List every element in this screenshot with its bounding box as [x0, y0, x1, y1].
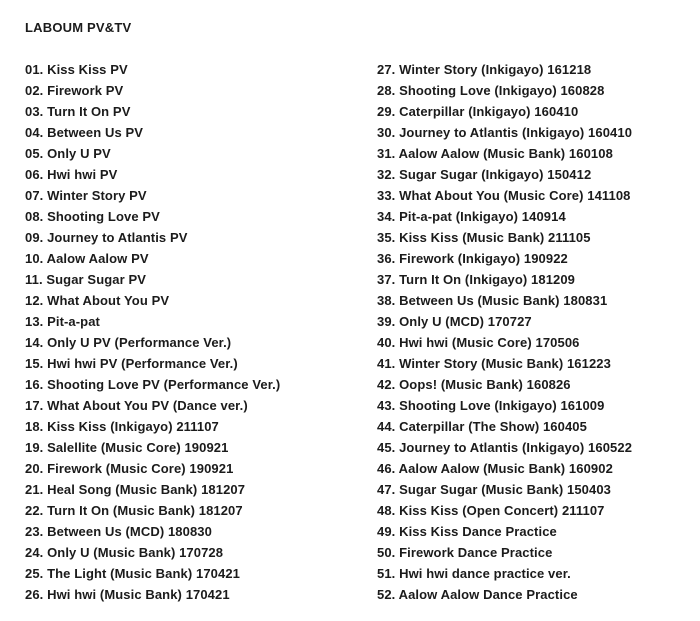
list-item: 08. Shooting Love PV — [25, 209, 160, 224]
list-item: 44. Caterpillar (The Show) 160405 — [377, 419, 587, 434]
list-item: 21. Heal Song (Music Bank) 181207 — [25, 482, 246, 497]
list-item: 51. Hwi hwi dance practice ver. — [377, 566, 571, 581]
list-item: 24. Only U (Music Bank) 170728 — [25, 545, 224, 560]
list-item: 12. What About You PV — [25, 293, 170, 308]
list-item: 47. Sugar Sugar (Music Bank) 150403 — [377, 482, 611, 497]
list-item: 20. Firework (Music Core) 190921 — [25, 461, 234, 476]
list-item: 01. Kiss Kiss PV — [25, 62, 128, 77]
list-item: 22. Turn It On (Music Bank) 181207 — [25, 503, 243, 518]
list-item: 14. Only U PV (Performance Ver.) — [25, 335, 232, 350]
list-item: 13. Pit-a-pat — [25, 314, 100, 329]
list-item: 40. Hwi hwi (Music Core) 170506 — [377, 335, 580, 350]
list-item: 18. Kiss Kiss (Inkigayo) 211107 — [25, 419, 219, 434]
track-list-column-right — [377, 59, 700, 605]
list-item: 15. Hwi hwi PV (Performance Ver.) — [25, 356, 238, 371]
list-item: 45. Journey to Atlantis (Inkigayo) 160522 — [377, 440, 633, 455]
list-item: 29. Caterpillar (Inkigayo) 160410 — [377, 104, 579, 119]
list-item: 41. Winter Story (Music Bank) 161223 — [377, 356, 611, 371]
list-item: 46. Aalow Aalow (Music Bank) 160902 — [377, 461, 613, 476]
list-item: 37. Turn It On (Inkigayo) 181209 — [377, 272, 576, 287]
list-item: 50. Firework Dance Practice — [377, 545, 553, 560]
list-item: 25. The Light (Music Bank) 170421 — [25, 566, 240, 581]
list-item: 10. Aalow Aalow PV — [25, 251, 149, 266]
list-item: 23. Between Us (MCD) 180830 — [25, 524, 212, 539]
list-item: 34. Pit-a-pat (Inkigayo) 140914 — [377, 209, 566, 224]
page-title: LABOUM PV&TV — [25, 20, 132, 35]
list-item: 31. Aalow Aalow (Music Bank) 160108 — [377, 146, 613, 161]
list-item: 52. Aalow Aalow Dance Practice — [377, 587, 578, 602]
list-item: 26. Hwi hwi (Music Bank) 170421 — [25, 587, 230, 602]
list-item: 16. Shooting Love PV (Performance Ver.) — [25, 377, 281, 392]
list-item: 06. Hwi hwi PV — [25, 167, 118, 182]
list-item: 27. Winter Story (Inkigayo) 161218 — [377, 62, 592, 77]
list-item: 36. Firework (Inkigayo) 190922 — [377, 251, 568, 266]
list-item: 49. Kiss Kiss Dance Practice — [377, 524, 557, 539]
list-item: 39. Only U (MCD) 170727 — [377, 314, 532, 329]
list-item: 02. Firework PV — [25, 83, 124, 98]
list-item: 07. Winter Story PV — [25, 188, 147, 203]
list-item: 28. Shooting Love (Inkigayo) 160828 — [377, 83, 605, 98]
list-item: 19. Salellite (Music Core) 190921 — [25, 440, 229, 455]
track-list — [25, 59, 700, 605]
list-item: 43. Shooting Love (Inkigayo) 161009 — [377, 398, 605, 413]
list-item: 30. Journey to Atlantis (Inkigayo) 160410 — [377, 125, 633, 140]
list-item: 09. Journey to Atlantis PV — [25, 230, 188, 245]
list-item: 42. Oops! (Music Bank) 160826 — [377, 377, 571, 392]
list-item: 05. Only U PV — [25, 146, 111, 161]
list-item: 04. Between Us PV — [25, 125, 144, 140]
list-item: 11. Sugar Sugar PV — [25, 272, 147, 287]
list-item: 17. What About You PV (Dance ver.) — [25, 398, 248, 413]
list-item: 38. Between Us (Music Bank) 180831 — [377, 293, 608, 308]
track-list-column-left — [25, 59, 377, 605]
list-item: 48. Kiss Kiss (Open Concert) 211107 — [377, 503, 605, 518]
list-item: 03. Turn It On PV — [25, 104, 131, 119]
list-item: 35. Kiss Kiss (Music Bank) 211105 — [377, 230, 591, 245]
list-item: 32. Sugar Sugar (Inkigayo) 150412 — [377, 167, 592, 182]
list-item: 33. What About You (Music Core) 141108 — [377, 188, 631, 203]
